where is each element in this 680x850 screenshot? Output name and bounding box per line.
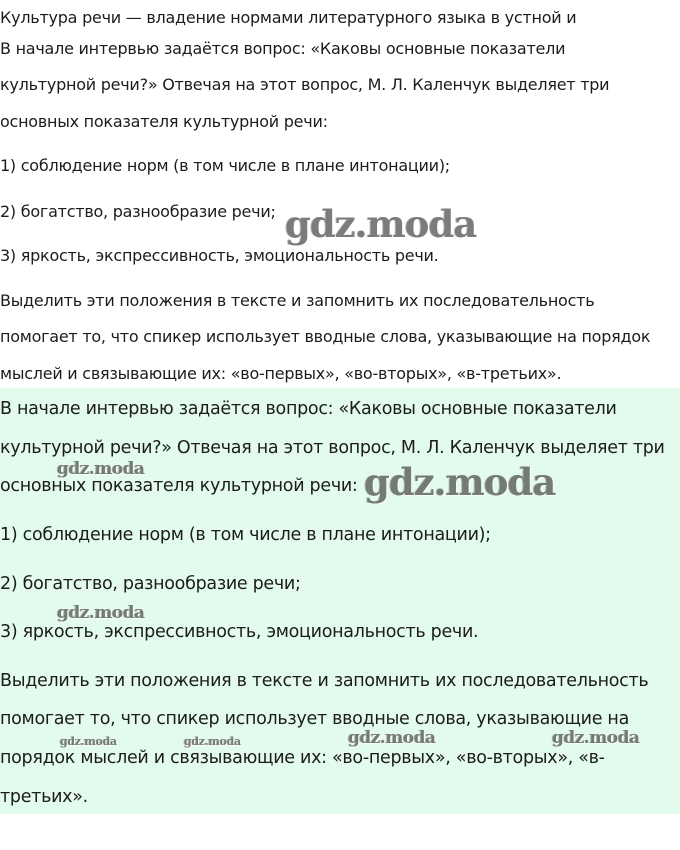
paragraph-line: культурной речи?» Отвечая на этот вопрос, М. Л. Каленчук выделяет три: [0, 75, 610, 94]
list-item: 2) богатство, разнообразие речи;: [0, 202, 276, 221]
paragraph-line: основных показателя культурной речи:: [0, 112, 328, 131]
highlighted-text-block: [0, 388, 680, 814]
watermark-logo: gdz.moda: [184, 735, 241, 748]
list-item: 3) яркость, экспрессивность, эмоциональность речи.: [0, 622, 479, 642]
paragraph-line: В начале интервью задаётся вопрос: «Каковы основные показатели: [0, 399, 617, 419]
list-item: 1) соблюдение норм (в том числе в плане интонации);: [0, 156, 450, 175]
watermark-logo: gdz.moda: [552, 728, 640, 748]
paragraph-line: основных показателя культурной речи:: [0, 476, 358, 496]
watermark-logo: gdz.moda: [57, 459, 145, 479]
list-item: 2) богатство, разнообразие речи;: [0, 574, 301, 594]
list-item: 3) яркость, экспрессивность, эмоциональность речи.: [0, 246, 439, 265]
paragraph-line: помогает то, что спикер использует вводные слова, указывающие на: [0, 709, 629, 729]
paragraph-line: порядок мыслей и связывающие их: «во-первых», «во-вторых», «в-: [0, 748, 605, 768]
watermark-logo: gdz.moda: [348, 728, 436, 748]
paragraph-line: третьих».: [0, 787, 88, 807]
watermark-logo: gdz.moda: [285, 202, 477, 246]
watermark-logo: gdz.moda: [57, 603, 145, 623]
paragraph-line: помогает то, что спикер использует вводные слова, указывающие на порядок: [0, 327, 651, 346]
paragraph-line: В начале интервью задаётся вопрос: «Каковы основные показатели: [0, 39, 566, 58]
paragraph-line: культурной речи?» Отвечая на этот вопрос, М. Л. Каленчук выделяет три: [0, 438, 665, 458]
paragraph-line: мыслей и связывающие их: «во-первых», «во-вторых», «в-третьих».: [0, 364, 562, 383]
watermark-logo: gdz.moda: [60, 735, 117, 748]
paragraph-line: Выделить эти положения в тексте и запомнить их последовательность: [0, 671, 649, 691]
paragraph-line: Выделить эти положения в тексте и запомнить их последовательность: [0, 291, 595, 310]
list-item: 1) соблюдение норм (в том числе в плане интонации);: [0, 525, 491, 545]
watermark-logo: gdz.moda: [364, 460, 556, 504]
paragraph-line: Культура речи — владение нормами литературного языка в устной и: [0, 8, 577, 27]
